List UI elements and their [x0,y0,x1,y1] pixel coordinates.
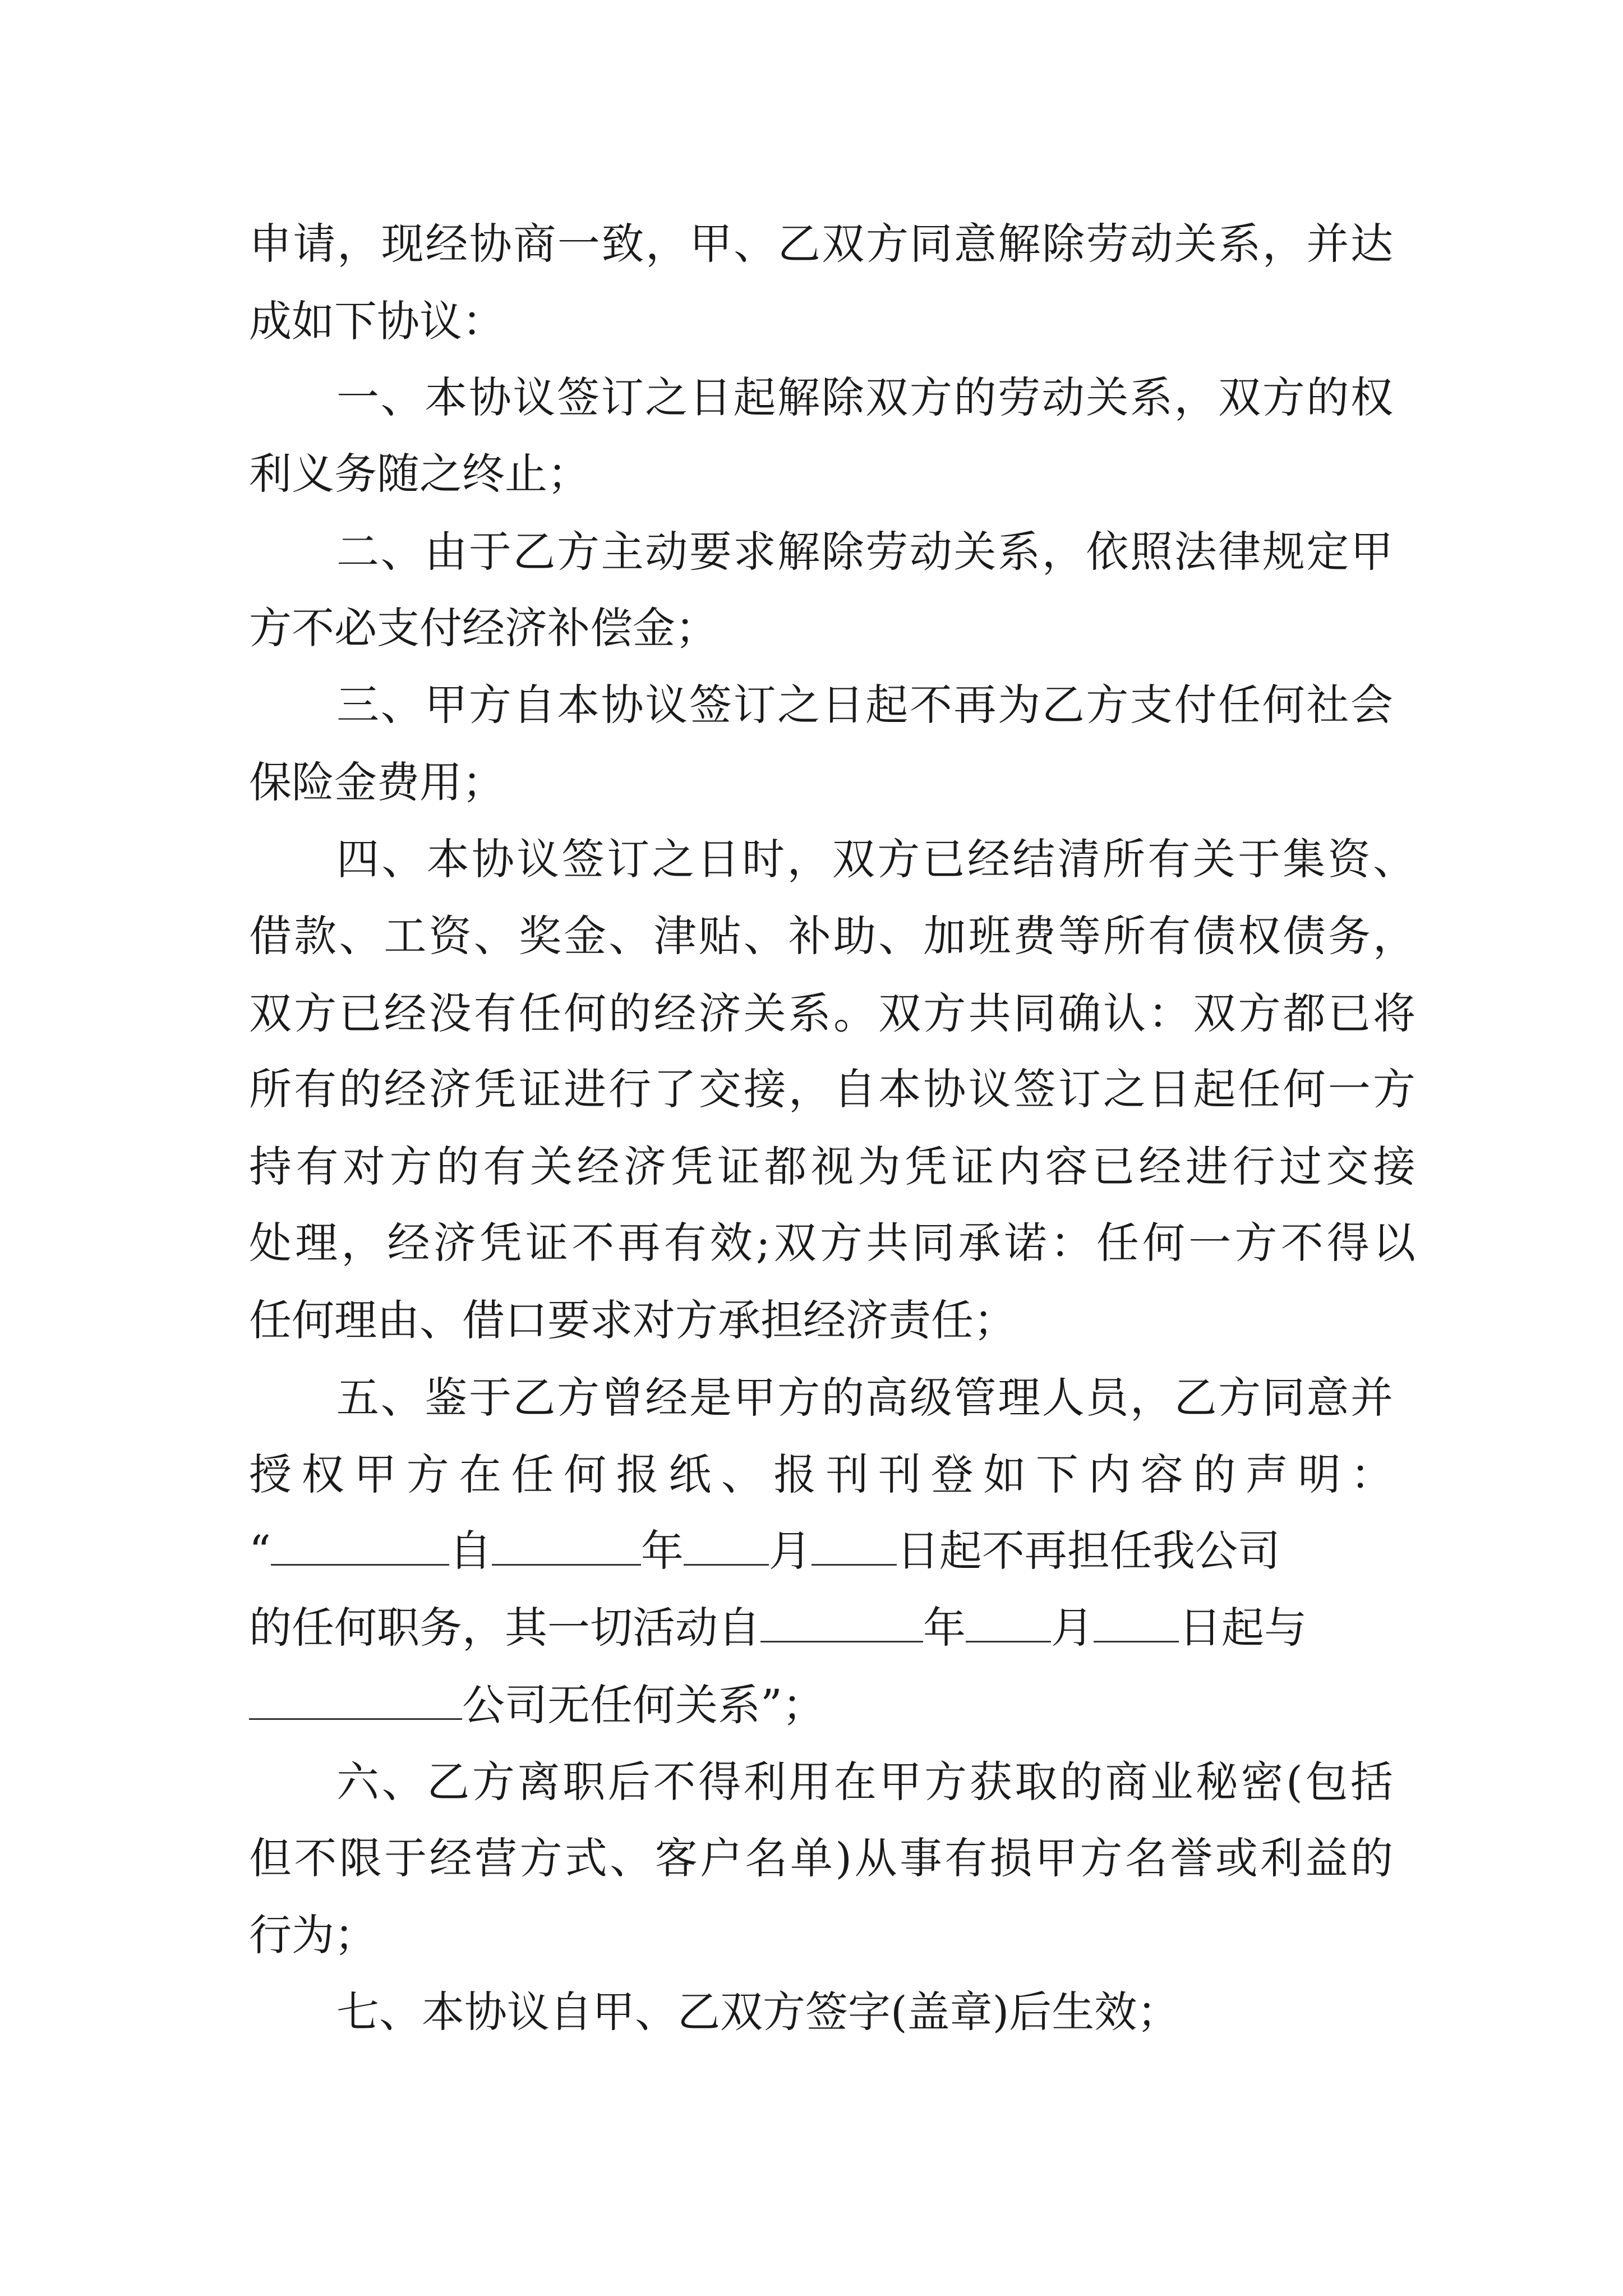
clause-6-line: 行为； [249,1910,377,1960]
clause-5-statement-line [249,1589,1393,1667]
open-quote: “ [249,1526,271,1576]
clause-4-line: 处理，经济凭证不再有效;双方共同承诺：任何一方不得以 [249,1218,1415,1268]
statement-text: 日起不再担任我公司 [896,1526,1280,1576]
clause-1-line: 一、本协议签订之日起解除双方的劳动关系，双方的权 [336,372,1393,422]
month-label: 月 [1051,1603,1094,1653]
clause-2-line: 二、由于乙方主动要求解除劳动关系，依照法律规定甲 [336,527,1393,577]
year-blank [760,1607,923,1642]
clause-5-line: 授权甲方在任何报纸、报刊刊登如下内容的声明： [249,1450,1393,1499]
clause-4-line: 四、本协议签订之日时，双方已经结清所有关于集资、 [336,834,1415,884]
clause-7-line: 七、本协议自甲、乙双方签字(盖章)后生效； [336,1987,1180,2037]
clause-4-line: 任何理由、借口要求对方承担经济责任； [249,1295,1016,1345]
clause-4-line: 借款、工资、奖金、津贴、补助、加班费等所有债权债务， [249,911,1415,961]
day-blank [1094,1607,1179,1642]
clause-4-line: 持有对方的有关经济凭证都视为凭证内容已经进行过交接 [249,1142,1415,1191]
year-label: 年 [923,1603,966,1653]
clause-5-statement-line [249,1666,1393,1745]
clause-4-line: 双方已经没有任何的经济关系。双方共同确认：双方都已将 [249,988,1415,1038]
day-blank [811,1530,897,1566]
statement-text: 日起与 [1179,1603,1307,1653]
clause-5-line: 五、鉴于乙方曾经是甲方的高级管理人员，乙方同意并 [336,1373,1393,1423]
from-label: 自 [449,1526,492,1576]
paragraph-line: 成如下协议： [249,296,505,346]
clause-6-line: 六、乙方离职后不得利用在甲方获取的商业秘密(包括 [336,1757,1393,1807]
company-blank [249,1685,462,1720]
clause-6-line: 但不限于经营方式、客户名单)从事有损甲方名誉或利益的 [249,1833,1393,1883]
clause-3-line: 保险金费用； [249,757,505,807]
clause-2-line: 方不必支付经济补偿金； [249,603,718,653]
clause-5-statement-line [249,1512,1393,1590]
clause-4-line: 所有的经济凭证进行了交接，自本协议签订之日起任何一方 [249,1064,1415,1114]
month-label: 月 [768,1526,811,1576]
clause-3-line: 三、甲方自本协议签订之日起不再为乙方支付任何社会 [336,680,1393,730]
statement-text: 公司无任何关系”； [462,1680,825,1730]
month-blank [966,1607,1051,1642]
name-blank [271,1530,449,1566]
clause-1-line: 利义务随之终止； [249,449,590,499]
paragraph-line: 申请，现经协商一致，甲、乙双方同意解除劳动关系，并达 [249,219,1393,269]
year-blank [492,1530,641,1566]
month-blank [684,1530,769,1566]
year-label: 年 [640,1526,684,1576]
statement-text: 的任何职务，其一切活动自 [249,1603,760,1653]
